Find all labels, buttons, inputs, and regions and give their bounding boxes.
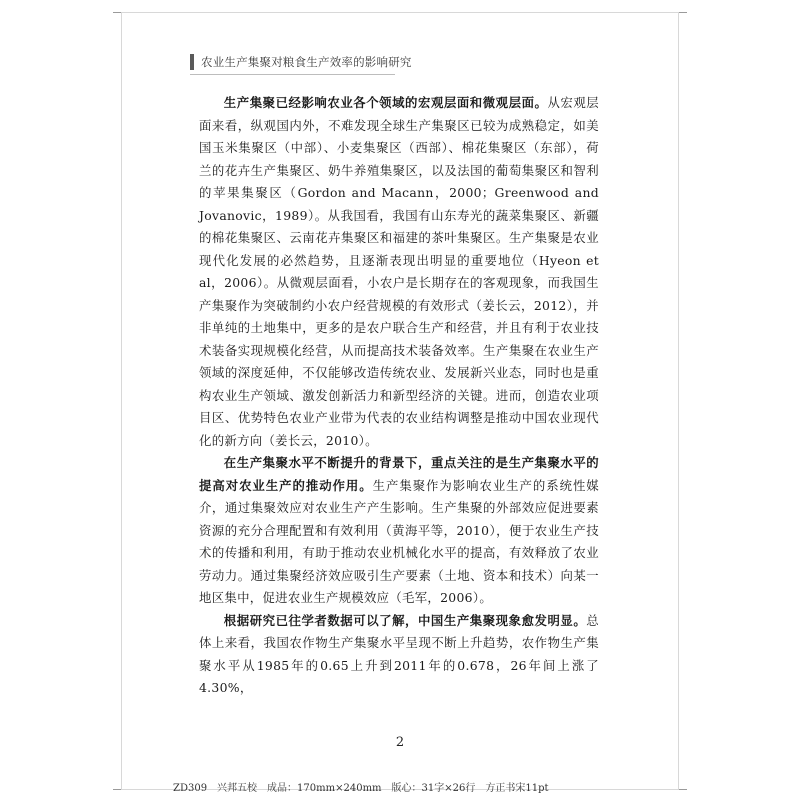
paragraph xyxy=(199,92,599,452)
page-number: 2 xyxy=(395,735,405,750)
crop-mark-top-right xyxy=(679,12,687,13)
paragraph-text: 从宏观层面来看，纵观国内外，不难发现全球生产集聚区已较为成熟稳定，如美国玉米集聚区（中部）、小麦集聚区（西部）、棉花集聚区（东部），荷兰的花卉生产集聚区、奶牛养殖集聚区，以及法国的葡萄集聚区和智利的苹果集聚区（Gordon and Macann，2000；Greenwood and Jovanovic，1989）。从我国看，我国有山东寿光的蔬菜集聚区、新疆的棉花集聚区、云南花卉集聚区和福建的茶叶集聚区。生产集聚是农业现代化发展的必然趋势，且逐渐表现出明显的重要地位（Hyeon et al，2006）。从微观层面看，小农户是长期存在的客观现象，而我国生产集聚作为突破制约小农户经营规模的有效形式（姜长云，2012），并非单纯的土地集中，更多的是农户联合生产和经营，并且有利于农业技术装备实现规模化经营，从而提高技术装备效率。生产集聚在农业生产领域的深度延伸，不仅能够改造传统农业、发展新兴业态，同时也是重构农业生产领域、激发创新活力和新型经济的关键。进而，创造农业项目区、优势特色农业产业带为代表的农业结构调整是推动中国农业现代化的新方向（姜长云，2010）。 xyxy=(199,95,599,448)
crop-mark-bottom-right xyxy=(679,789,687,790)
print-info-footer: ZD309 兴邦五校 成品：170mm×240mm 版心：31字×26行 方正书宋11pt xyxy=(173,783,549,794)
header-title: 农业生产集聚对粮食生产效率的影响研究 xyxy=(201,55,412,69)
paragraph-lead: 在生产集聚水平不断提升的背景下，重点关注的是生产集聚水平的提高对农业生产的推动作用。 xyxy=(199,455,599,493)
header-bar-icon xyxy=(190,54,194,70)
crop-mark-bottom-left xyxy=(113,789,121,790)
paragraph-text: 总体上来看，我国农作物生产集聚水平呈现不断上升趋势，农作物生产集聚水平从1985年的0.65上升到2011年的0.678，26年间上涨了4.30%， xyxy=(199,612,599,695)
paragraph-text: 生产集聚作为影响农业生产的系统性媒介，通过集聚效应对农业生产产生影响。生产集聚的外部效应促进要素资源的充分合理配置和有效利用（黄海平等，2010），便于农业生产技术的传播和利用，有助于推动农业机械化水平的提高，有效释放了农业劳动力。通过集聚经济效应吸引生产要素（土地、资本和技术）向某一地区集中，促进农业生产规模效应（毛军，2006）。 xyxy=(199,477,599,605)
running-header xyxy=(190,52,412,72)
body-text xyxy=(199,92,599,700)
paragraph xyxy=(199,452,599,610)
header-rule xyxy=(190,74,395,75)
crop-mark-top-left xyxy=(113,12,121,13)
paragraph-lead: 根据研究已往学者数据可以了解，中国生产集聚现象愈发明显。 xyxy=(223,612,587,628)
paragraph xyxy=(199,610,599,700)
paragraph-lead: 生产集聚已经影响农业各个领域的宏观层面和微观层面。 xyxy=(223,95,548,110)
